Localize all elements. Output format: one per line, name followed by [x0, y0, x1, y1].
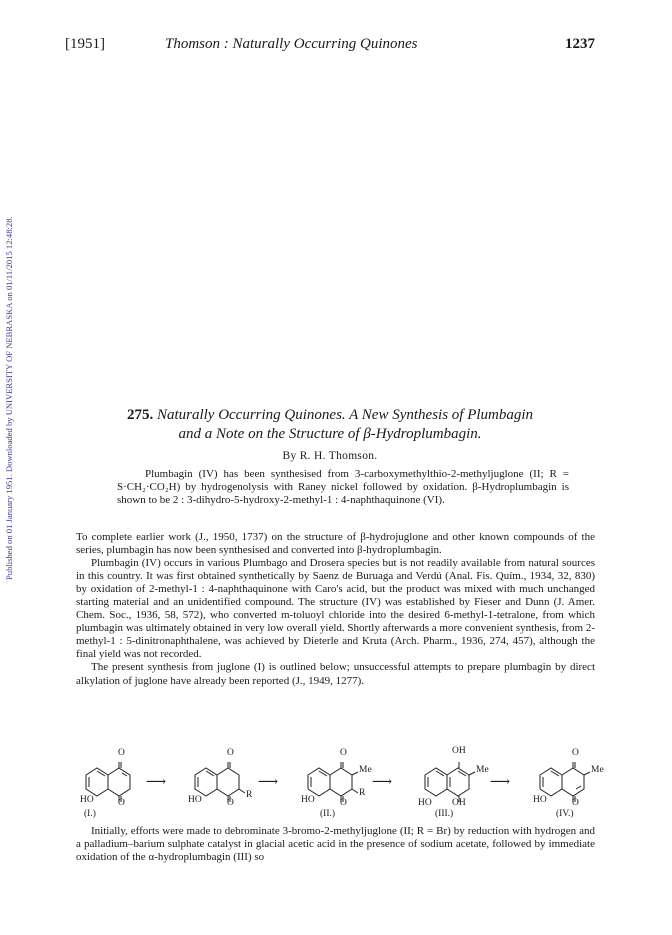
i-ho: HO: [80, 795, 94, 805]
body-text: [76, 531, 595, 688]
arrow-2: ⟶: [258, 775, 279, 790]
arrow-4: ⟶: [490, 775, 511, 790]
header-title: Thomson : Naturally Occurring Quinones: [165, 36, 418, 52]
ii-ho: HO: [301, 795, 315, 805]
iii-oh-top: OH: [452, 746, 466, 756]
structure-iii: [425, 762, 475, 802]
iv-oxygen-top: O: [572, 748, 579, 758]
article-number: 275.: [126, 407, 154, 423]
ii-me: Me: [359, 765, 372, 775]
label-ii: (II.): [320, 809, 336, 819]
iir-oxygen-bottom: O: [227, 798, 234, 808]
label-iii: (III.): [435, 809, 454, 819]
arrow-3: ⟶: [372, 775, 393, 790]
paragraph-1: To complete earlier work (J., 1950, 1737) on the structure of β-hydrojuglone and other known compounds of the series, plumbagin has now been synthesised and converted into β-hydroplumbagin.: [76, 531, 595, 557]
structure-iv: [540, 762, 590, 802]
iv-oxygen-bottom: O: [572, 798, 579, 808]
structure-ii-r: [195, 762, 245, 802]
arrow-1: ⟶: [146, 775, 167, 790]
paragraph-4: Initially, efforts were made to debrominate 3-bromo-2-methyljuglone (II; R = Br) by reduction with hydrogen and a palladium–barium sulphate catalyst in glacial acetic acid in the presence of sodium acetate, followed by immediate oxidation of the α-hydroplumbagin (III) so: [76, 825, 595, 864]
iii-me: Me: [476, 765, 489, 775]
iii-oh-bottom: OH: [452, 798, 466, 808]
header-year: [1951]: [65, 36, 105, 52]
label-iv: (IV.): [556, 809, 574, 819]
iir-oxygen-top: O: [227, 748, 234, 758]
ii-oxygen-bottom: O: [340, 798, 347, 808]
paragraph-3: The present synthesis from juglone (I) is outlined below; unsuccessful attempts to prepare plumbagin by direct alkylation of juglone have already been reported (J., 1949, 1277).: [76, 661, 595, 687]
iii-ho: HO: [418, 798, 432, 808]
body-text-continued: [76, 825, 595, 864]
i-oxygen-bottom: O: [118, 798, 125, 808]
running-head: [65, 36, 595, 56]
structure-ii: [308, 762, 358, 802]
iir-ho: HO: [188, 795, 202, 805]
title-line-2: and a Note on the Structure of β-Hydroplumbagin.: [178, 426, 482, 442]
iv-me: Me: [591, 765, 604, 775]
byline: By R. H. Thomson.: [282, 450, 378, 462]
iir-r: R: [246, 790, 253, 800]
title-line-1: Naturally Occurring Quinones. A New Synthesis of Plumbagin: [156, 407, 534, 423]
iv-ho: HO: [533, 795, 547, 805]
reaction-scheme: [80, 746, 604, 822]
label-i: (I.): [84, 809, 96, 819]
ii-oxygen-top: O: [340, 748, 347, 758]
abstract: Plumbagin (IV) has been synthesised from 3-carboxymethylthio-2-methyljuglone (II; R = S·CH₂·CO₂H) by hydrogenolysis with Raney nickel followed by oxidation. β-Hydroplumbagin is shown to be 2 : 3-dihydro-5-hydroxy-2-methyl-1 : 4-naphthaquinone (VI).: [117, 468, 569, 507]
publication-note[interactable]: Published on 01 January 1951. Downloaded by UNIVERSITY OF NEBRASKA on 01/11/2015 12:48:28.: [4, 216, 14, 580]
i-oxygen-top: O: [118, 748, 125, 758]
ii-r: R: [359, 788, 366, 798]
article-title: [60, 406, 600, 444]
header-page-number: 1237: [565, 36, 595, 52]
side-note: [4, 130, 16, 580]
paragraph-2: Plumbagin (IV) occurs in various Plumbago and Drosera species but is not readily available from natural sources in this country. It was first obtained synthetically by Saenz de Buruaga and Verdú (Anal. Fis. Quím., 1934, 32, 830) by oxidation of 2-methyl-1 : 4-naphthaquinone with Caro's acid, but the product was mixed with much unchanged starting material and an unidentified compound. The structure (IV) was established by Fieser and Dunn (J. Amer. Chem. Soc., 1936, 58, 572), who converted m-toluoyl chloride into the desired 6-methyl-1-tetralone, from which plumbagin was ultimately obtained in very low overall yield. Shortly afterwards a more convenient synthesis, from 2-methyl-1 : 5-dinitronaphthalene, was achieved by Dieterle and Kruta (Arch. Pharm., 1936, 274, 457), although the final yield was not recorded.: [76, 557, 595, 661]
